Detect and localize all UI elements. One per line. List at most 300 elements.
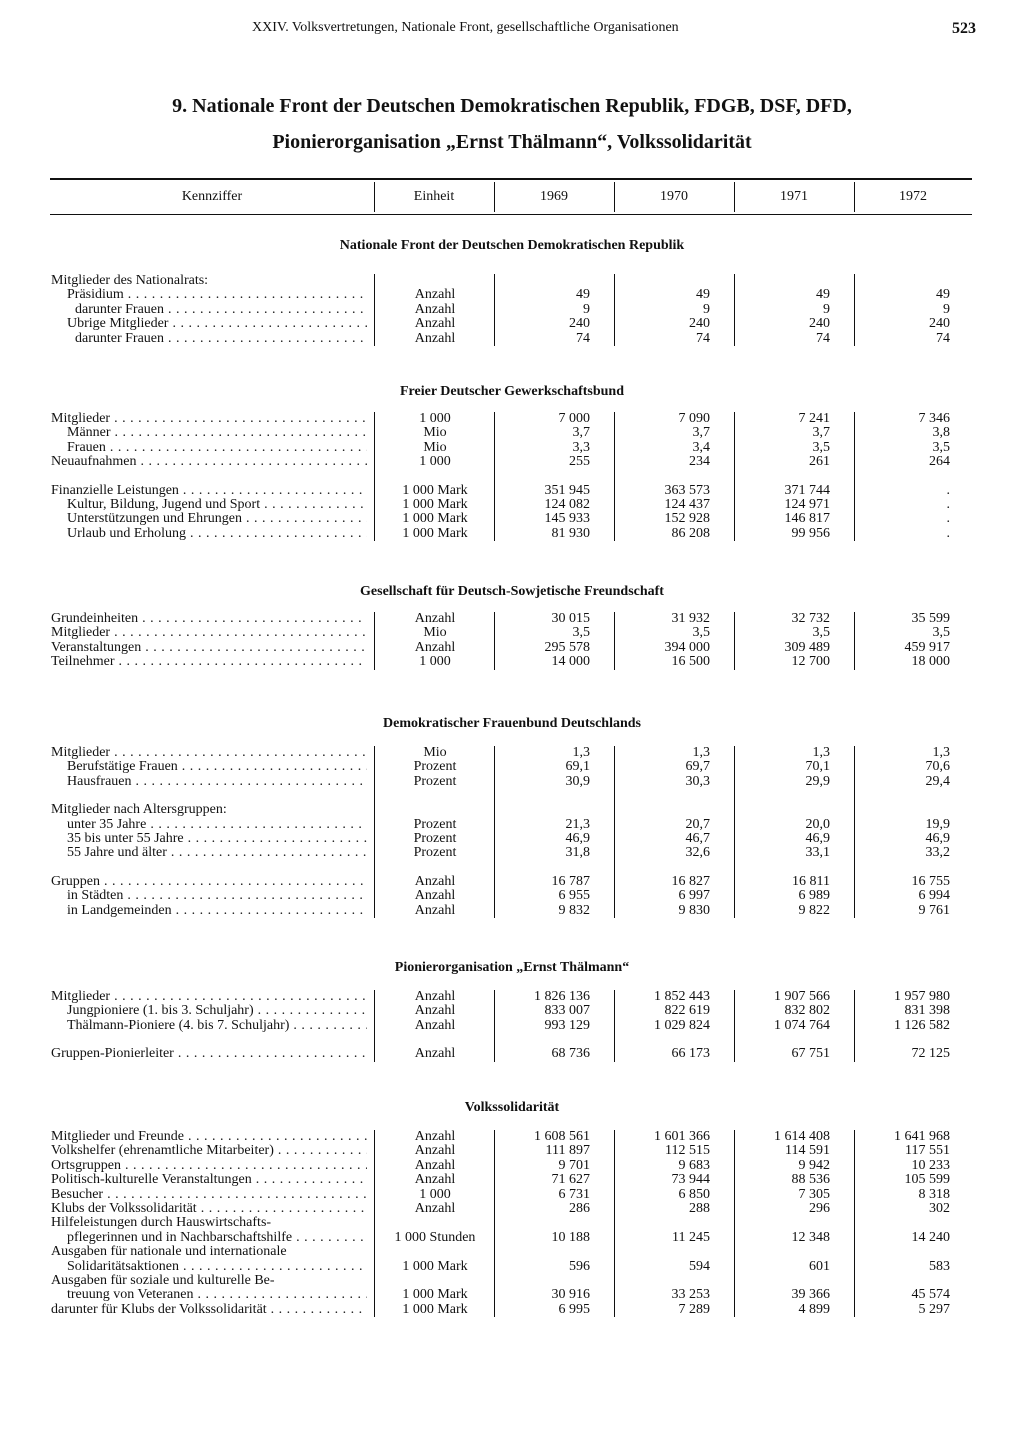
value-cell: 46,9 <box>565 830 590 846</box>
value-cell: 6 955 <box>558 888 590 904</box>
table-section <box>0 582 1024 670</box>
row-label <box>51 455 367 469</box>
row-label-text: Mitglieder <box>51 990 111 1004</box>
value-cell: 33,1 <box>805 845 830 861</box>
value-cell: 4 899 <box>798 1301 830 1317</box>
value-cell: 16 827 <box>671 873 710 889</box>
value-cell: 3,8 <box>932 425 950 441</box>
row-label <box>51 904 367 918</box>
row-unit: Anzahl <box>414 1129 456 1144</box>
table-row <box>0 760 1024 774</box>
value-cell: 12 348 <box>791 1229 830 1245</box>
table-row <box>0 904 1024 918</box>
value-cell: 9 822 <box>798 902 830 918</box>
row-label <box>51 875 367 889</box>
value-cell: 72 125 <box>911 1046 950 1062</box>
value-cell: 11 245 <box>672 1229 710 1245</box>
row-label <box>51 412 367 426</box>
value-cell: 69,1 <box>565 759 590 775</box>
row-label-text: Frauen <box>67 440 106 455</box>
value-cell: 31,8 <box>565 845 590 861</box>
table-row <box>0 1173 1024 1187</box>
table-row <box>0 274 1024 288</box>
row-label-text: 35 bis unter 55 Jahre <box>67 831 184 846</box>
row-unit: Anzahl <box>414 639 456 655</box>
row-label <box>51 803 367 817</box>
value-cell: . <box>946 525 950 541</box>
value-cell: 33,2 <box>925 845 950 861</box>
row-label <box>51 1303 367 1317</box>
value-cell: 3,5 <box>692 625 710 641</box>
value-cell: 6 994 <box>918 888 950 904</box>
table-row <box>0 527 1024 541</box>
row-label <box>51 889 367 903</box>
value-cell: 1 641 968 <box>894 1129 950 1144</box>
column-header-1970: 1970 <box>660 189 688 204</box>
row-label <box>51 626 367 640</box>
value-cell: 1 601 366 <box>654 1129 710 1144</box>
section-title: Demokratischer Frauenbund Deutschlands <box>383 716 641 731</box>
row-label-text: Gruppen <box>51 874 100 889</box>
row-label <box>51 1216 367 1230</box>
row-label <box>51 990 367 1004</box>
row-label <box>51 512 367 526</box>
row-unit: Prozent <box>413 773 457 789</box>
running-title: XXIV. Volksvertretungen, Nationale Front, gesellschaftliche Organisationen <box>252 20 679 35</box>
row-unit: 1 000 <box>419 411 451 426</box>
row-unit: 1 000 Mark <box>402 1287 468 1303</box>
value-cell: 822 619 <box>664 1003 710 1019</box>
value-cell: 124 437 <box>664 496 710 512</box>
row-label <box>51 641 367 655</box>
row-label-text: Solidaritätsaktionen <box>67 1259 179 1274</box>
row-unit: Anzahl <box>414 287 456 303</box>
value-cell: 9 942 <box>798 1157 830 1173</box>
value-cell: 71 627 <box>551 1172 590 1188</box>
value-cell: 14 000 <box>551 654 590 670</box>
value-cell: 1 126 582 <box>894 1017 950 1033</box>
row-label-text: Besucher <box>51 1187 104 1202</box>
value-cell: 261 <box>809 454 830 470</box>
value-cell: 14 240 <box>911 1229 950 1245</box>
value-cell: 30,9 <box>565 773 590 789</box>
row-label <box>51 1202 367 1216</box>
value-cell: 1 826 136 <box>534 989 590 1004</box>
value-cell: 81 930 <box>551 525 590 541</box>
row-unit: Anzahl <box>414 611 456 626</box>
value-cell: 1,3 <box>572 745 590 760</box>
row-label <box>51 317 367 331</box>
section-title: Gesellschaft für Deutsch-Sowjetische Freundschaft <box>360 584 664 599</box>
row-label-text: Hilfeleistungen durch Hauswirtschafts- <box>51 1216 272 1231</box>
value-cell: 3,7 <box>692 425 710 441</box>
row-label <box>51 1019 367 1033</box>
value-cell: 296 <box>809 1200 830 1216</box>
value-cell: 9 761 <box>918 902 950 918</box>
row-label-text: darunter für Klubs der Volkssolidarität <box>51 1302 267 1317</box>
row-unit: 1 000 Mark <box>402 1301 468 1317</box>
column-rule <box>494 412 495 541</box>
column-rule <box>734 412 735 541</box>
value-cell: 3,4 <box>692 439 710 455</box>
column-rule <box>614 1130 615 1317</box>
value-cell: 1 907 566 <box>774 989 830 1004</box>
column-rule <box>374 412 375 541</box>
row-unit: Anzahl <box>414 1003 456 1019</box>
row-unit: Anzahl <box>414 1143 456 1159</box>
value-cell: 18 000 <box>911 654 950 670</box>
row-label <box>51 1173 367 1187</box>
value-cell: 1 957 980 <box>894 989 950 1004</box>
value-cell: 146 817 <box>784 511 830 527</box>
value-cell: 7 305 <box>798 1186 830 1202</box>
table-row <box>0 1288 1024 1302</box>
value-cell: 69,7 <box>685 759 710 775</box>
value-cell: 363 573 <box>664 482 710 498</box>
value-cell: 21,3 <box>565 816 590 832</box>
row-unit: 1 000 Mark <box>402 1258 468 1274</box>
row-unit: 1 000 Stunden <box>394 1229 476 1245</box>
value-cell: 1,3 <box>932 745 950 760</box>
row-label <box>51 1274 367 1288</box>
column-rule <box>614 412 615 541</box>
column-rule <box>494 746 495 918</box>
row-label-text: Ausgaben für soziale und kulturelle Be- <box>51 1273 275 1288</box>
value-cell: 1 852 443 <box>654 989 710 1004</box>
row-label <box>51 274 367 288</box>
column-rule <box>854 1130 855 1317</box>
value-cell: 302 <box>929 1200 950 1216</box>
row-unit: Anzahl <box>414 888 456 904</box>
value-cell: 596 <box>569 1258 590 1274</box>
row-label <box>51 303 367 317</box>
row-unit: Prozent <box>413 830 457 846</box>
row-label <box>51 484 367 498</box>
row-label-text: Mitglieder <box>51 626 111 641</box>
value-cell: 49 <box>936 287 950 303</box>
value-cell: 49 <box>576 287 590 303</box>
row-unit: Anzahl <box>414 330 456 346</box>
value-cell: 240 <box>689 316 710 332</box>
value-cell: 20,0 <box>805 816 830 832</box>
table-row <box>0 1188 1024 1202</box>
value-cell: 30 916 <box>551 1287 590 1303</box>
section-rows <box>0 612 1024 670</box>
value-cell: 74 <box>936 330 950 346</box>
value-cell: 286 <box>569 1200 590 1216</box>
column-rule <box>494 612 495 670</box>
row-unit: Anzahl <box>414 1200 456 1216</box>
value-cell: 8 318 <box>918 1186 950 1202</box>
value-cell: 6 995 <box>558 1301 590 1317</box>
value-cell: 16 755 <box>911 873 950 889</box>
value-cell: 67 751 <box>791 1046 830 1062</box>
table-row <box>0 655 1024 669</box>
row-label-text: Veranstaltungen <box>51 640 142 655</box>
row-unit: Anzahl <box>414 301 456 317</box>
value-cell: 46,9 <box>805 830 830 846</box>
row-label-text: Männer <box>67 426 111 441</box>
column-rule <box>854 612 855 670</box>
row-label-text: Thälmann-Pioniere (4. bis 7. Schuljahr) <box>67 1018 290 1033</box>
row-label <box>51 746 367 760</box>
row-label <box>51 332 367 346</box>
column-rule <box>374 746 375 918</box>
value-cell: 594 <box>689 1258 710 1274</box>
row-unit: Anzahl <box>414 1157 456 1173</box>
value-cell: 10 233 <box>911 1157 950 1173</box>
row-unit: 1 000 Mark <box>402 482 468 498</box>
column-header-einheit: Einheit <box>413 189 455 204</box>
table-row <box>0 426 1024 440</box>
value-cell: 240 <box>569 316 590 332</box>
table-row <box>0 775 1024 789</box>
row-unit: 1 000 <box>419 654 451 670</box>
table-row <box>0 846 1024 860</box>
value-cell: 371 744 <box>784 482 830 498</box>
table-row <box>0 1202 1024 1216</box>
value-cell: 264 <box>929 454 950 470</box>
row-label-text: Mitglieder nach Altersgruppen: <box>51 803 227 818</box>
table-row <box>0 512 1024 526</box>
value-cell: 46,7 <box>685 830 710 846</box>
value-cell: 9 832 <box>558 902 590 918</box>
table-row <box>0 1144 1024 1158</box>
value-cell: 9 830 <box>678 902 710 918</box>
table-row <box>0 1004 1024 1018</box>
value-cell: 1 074 764 <box>774 1017 830 1033</box>
value-cell: 86 208 <box>671 525 710 541</box>
table-row <box>0 1130 1024 1144</box>
table-row <box>0 818 1024 832</box>
table-header <box>50 178 972 215</box>
row-label-text: darunter Frauen <box>75 331 165 346</box>
value-cell: 20,7 <box>685 816 710 832</box>
row-label <box>51 655 367 669</box>
row-label-text: Mitglieder des Nationalrats: <box>51 274 209 288</box>
row-label-text: unter 35 Jahre <box>67 817 147 832</box>
value-cell: 6 997 <box>678 888 710 904</box>
section-rows <box>0 990 1024 1062</box>
row-label-text: Neuaufnahmen <box>51 455 137 470</box>
value-cell: 31 932 <box>671 611 710 626</box>
column-header-1969: 1969 <box>540 189 568 204</box>
value-cell: 601 <box>809 1258 830 1274</box>
column-rule <box>614 274 615 346</box>
table-row <box>0 484 1024 498</box>
value-cell: 3,5 <box>812 625 830 641</box>
title-line-2: Pionierorganisation „Ernst Thälmann“, Volkssolidarität <box>272 131 752 153</box>
value-cell: 1 608 561 <box>534 1129 590 1144</box>
row-label-text: Mitglieder <box>51 746 111 760</box>
value-cell: 1,3 <box>812 745 830 760</box>
row-label-text: Teilnehmer <box>51 655 115 670</box>
row-unit: Mio <box>423 439 447 455</box>
value-cell: 255 <box>569 454 590 470</box>
row-label-text: Urlaub und Erholung <box>67 526 186 541</box>
row-label <box>51 426 367 440</box>
table-row <box>0 1245 1024 1259</box>
table-row <box>0 990 1024 1004</box>
table-row <box>0 1159 1024 1173</box>
row-unit: Prozent <box>413 845 457 861</box>
value-cell: 7 241 <box>798 411 830 426</box>
value-cell: 46,9 <box>925 830 950 846</box>
row-label <box>51 1288 367 1302</box>
row-label-text: Mitglieder <box>51 412 111 426</box>
table-section <box>0 714 1024 918</box>
value-cell: 99 956 <box>791 525 830 541</box>
table-row <box>0 626 1024 640</box>
value-cell: 295 578 <box>544 639 590 655</box>
value-cell: 6 731 <box>558 1186 590 1202</box>
column-rule <box>614 990 615 1062</box>
column-rule <box>734 612 735 670</box>
row-label <box>51 527 367 541</box>
row-label-text: Mitglieder und Freunde <box>51 1130 184 1144</box>
table-section <box>0 1098 1024 1317</box>
column-rule <box>734 1130 735 1317</box>
row-label <box>51 832 367 846</box>
section-rows <box>0 1130 1024 1317</box>
row-unit: Anzahl <box>414 902 456 918</box>
row-label <box>51 1245 367 1259</box>
value-cell: 105 599 <box>904 1172 950 1188</box>
value-cell: 3,7 <box>572 425 590 441</box>
value-cell: 10 188 <box>551 1229 590 1245</box>
row-unit: Anzahl <box>414 1017 456 1033</box>
column-rule <box>734 746 735 918</box>
value-cell: 117 551 <box>905 1143 950 1159</box>
column-header-1972: 1972 <box>899 189 927 204</box>
value-cell: 3,5 <box>932 625 950 641</box>
table-section <box>0 236 1024 346</box>
value-cell: 70,1 <box>805 759 830 775</box>
table-row <box>0 1260 1024 1274</box>
table-section <box>0 958 1024 1062</box>
row-label-text: Übrige Mitglieder <box>67 317 169 332</box>
table-row <box>0 412 1024 426</box>
title-line-1: 9. Nationale Front der Deutschen Demokratischen Republik, FDGB, DSF, DFD, <box>172 95 852 117</box>
row-label-text: Ausgaben für nationale und internationale <box>51 1245 287 1260</box>
row-unit: Mio <box>423 745 447 760</box>
row-label <box>51 1260 367 1274</box>
row-unit: 1 000 Mark <box>402 511 468 527</box>
value-cell: 3,5 <box>572 625 590 641</box>
value-cell: . <box>946 482 950 498</box>
row-label-text: Hausfrauen <box>67 774 132 789</box>
row-label <box>51 288 367 302</box>
row-label <box>51 1047 367 1061</box>
value-cell: 3,5 <box>932 439 950 455</box>
table-row <box>0 288 1024 302</box>
page-header <box>0 20 1024 42</box>
row-label-text: treuung von Veteranen <box>67 1288 194 1303</box>
column-rule <box>614 746 615 918</box>
value-cell: . <box>946 496 950 512</box>
value-cell: 6 850 <box>678 1186 710 1202</box>
row-unit: 1 000 Mark <box>402 525 468 541</box>
row-label-text: in Landgemeinden <box>67 903 172 918</box>
row-label <box>51 1159 367 1173</box>
table-row <box>0 746 1024 760</box>
table-row <box>0 1019 1024 1033</box>
row-label-text: Ortsgruppen <box>51 1158 121 1173</box>
value-cell: 831 398 <box>904 1003 950 1019</box>
table-row <box>0 1274 1024 1288</box>
row-label-text: Kultur, Bildung, Jugend und Sport <box>67 497 261 512</box>
value-cell: 459 917 <box>904 639 950 655</box>
column-header-kennziffer: Kennziffer <box>181 189 243 204</box>
value-cell: 33 253 <box>671 1287 710 1303</box>
table-row <box>0 441 1024 455</box>
value-cell: 309 489 <box>784 639 830 655</box>
row-label-text: Gruppen-Pionierleiter <box>51 1047 174 1062</box>
value-cell: 3,5 <box>812 439 830 455</box>
table-row <box>0 1047 1024 1061</box>
value-cell: 12 700 <box>791 654 830 670</box>
value-cell: 5 297 <box>918 1301 950 1317</box>
value-cell: 16 787 <box>551 873 590 889</box>
table-row <box>0 1231 1024 1245</box>
row-unit: Mio <box>423 625 447 641</box>
value-cell: 32 732 <box>791 611 830 626</box>
row-unit: Anzahl <box>414 316 456 332</box>
table-row <box>0 1216 1024 1230</box>
table-row <box>0 803 1024 817</box>
row-label-text: in Städten <box>67 889 124 904</box>
section-rows <box>0 412 1024 541</box>
section-title: Nationale Front der Deutschen Demokratischen Republik <box>339 238 685 253</box>
value-cell: 88 536 <box>791 1172 830 1188</box>
value-cell: 7 000 <box>558 411 590 426</box>
value-cell: 9 <box>823 301 830 317</box>
column-rule <box>374 274 375 346</box>
row-label-text: Berufstätige Frauen <box>67 760 178 775</box>
value-cell: 7 346 <box>918 411 950 426</box>
value-cell: 16 500 <box>671 654 710 670</box>
column-rule <box>494 1130 495 1317</box>
row-label-text: Präsidium <box>67 288 124 303</box>
value-cell: 1 614 408 <box>774 1129 830 1144</box>
table-row <box>0 455 1024 469</box>
value-cell: 240 <box>809 316 830 332</box>
value-cell: 234 <box>689 454 710 470</box>
value-cell: 351 945 <box>544 482 590 498</box>
value-cell: 66 173 <box>671 1046 710 1062</box>
table-row <box>0 641 1024 655</box>
row-label <box>51 818 367 832</box>
section-title: Pionierorganisation „Ernst Thälmann“ <box>394 960 630 975</box>
table-row <box>0 317 1024 331</box>
row-label-text: Klubs der Volkssolidarität <box>51 1201 197 1216</box>
page-number: 523 <box>952 20 976 37</box>
value-cell: . <box>946 511 950 527</box>
row-label-text: Finanzielle Leistungen <box>51 483 179 498</box>
value-cell: 74 <box>816 330 830 346</box>
value-cell: 3,3 <box>572 439 590 455</box>
value-cell: 993 129 <box>544 1017 590 1033</box>
value-cell: 3,7 <box>812 425 830 441</box>
row-label-text: Jungpioniere (1. bis 3. Schuljahr) <box>67 1004 254 1019</box>
section-rows <box>0 274 1024 346</box>
value-cell: 9 701 <box>558 1157 590 1173</box>
row-label <box>51 612 367 626</box>
value-cell: 39 366 <box>791 1287 830 1303</box>
table-row <box>0 889 1024 903</box>
value-cell: 1,3 <box>692 745 710 760</box>
value-cell: 9 <box>703 301 710 317</box>
